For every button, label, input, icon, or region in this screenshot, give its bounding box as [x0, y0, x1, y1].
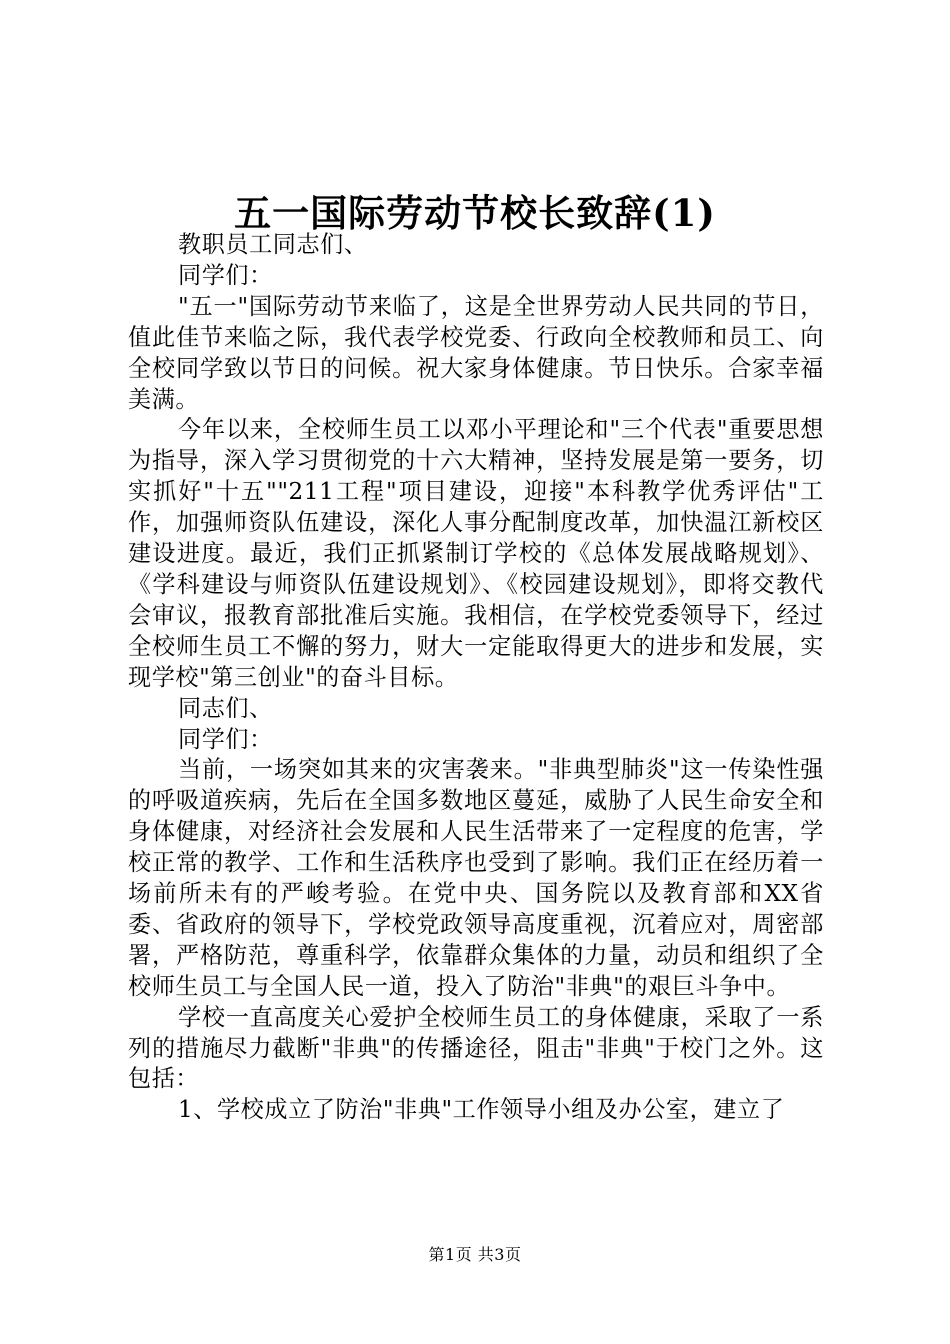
paragraph-greeting: "五一"国际劳动节来临了，这是全世界劳动人民共同的节日，值此佳节来临之际，我代表学校党委、行政向全校教师和员工、向全校同学致以节日的问候。祝大家身体健康。节日快乐。合家幸福美满。: [128, 293, 824, 413]
document-body: [128, 230, 824, 1126]
salutation-4: 同学们：: [178, 726, 273, 753]
list-item-1: 1、学校成立了防治"非典"工作领导小组及办公室，建立了: [178, 1097, 785, 1124]
paragraph-sars: 当前，一场突如其来的灾害袭来。"非典型肺炎"这一传染性强的呼吸道疾病，先后在全国多数地区蔓延，威胁了人民生命安全和身体健康，对经济社会发展和人民生活带来了一定程度的危害，学校正常的教学、工作和生活秩序也受到了影响。我们正在经历着一场前所未有的严峻考验。在党中央、国务院以及教育部和XX省委、省政府的领导下，学校党政领导高度重视，沉着应对，周密部署，严格防范，尊重科学，依靠群众集体的力量，动员和组织了全校师生员工与全国人民一道，投入了防治"非典"的艰巨斗争中。: [128, 757, 824, 1000]
page-footer: 第1页 共3页: [428, 1245, 522, 1264]
paragraph-progress: 今年以来，全校师生员工以邓小平理论和"三个代表"重要思想为指导，深入学习贯彻党的十六大精神，坚持发展是第一要务，切实抓好"十五""211工程"项目建设，迎接"本科教学优秀评估"工作，加强师资队伍建设，深化人事分配制度改革，加快温江新校区建设进度。最近，我们正抓紧制订学校的《总体发展战略规划》、《学科建设与师资队伍建设规划》、《校园建设规划》，即将交教代会审议，报教育部批准后实施。我相信，在学校党委领导下，经过全校师生员工不懈的努力，财大一定能取得更大的进步和发展，实现学校"第三创业"的奋斗目标。: [128, 417, 824, 691]
salutation-2: 同学们：: [178, 262, 273, 289]
document-title: 五一国际劳动节校长致辞(1): [234, 191, 716, 235]
salutation-3: 同志们、: [178, 695, 273, 722]
paragraph-measures: 学校一直高度关心爱护全校师生员工的身体健康，采取了一系列的措施尽力截断"非典"的传播途径，阻击"非典"于校门之外。这包括：: [128, 1004, 824, 1093]
salutation-1: 教职员工同志们、: [178, 232, 368, 258]
